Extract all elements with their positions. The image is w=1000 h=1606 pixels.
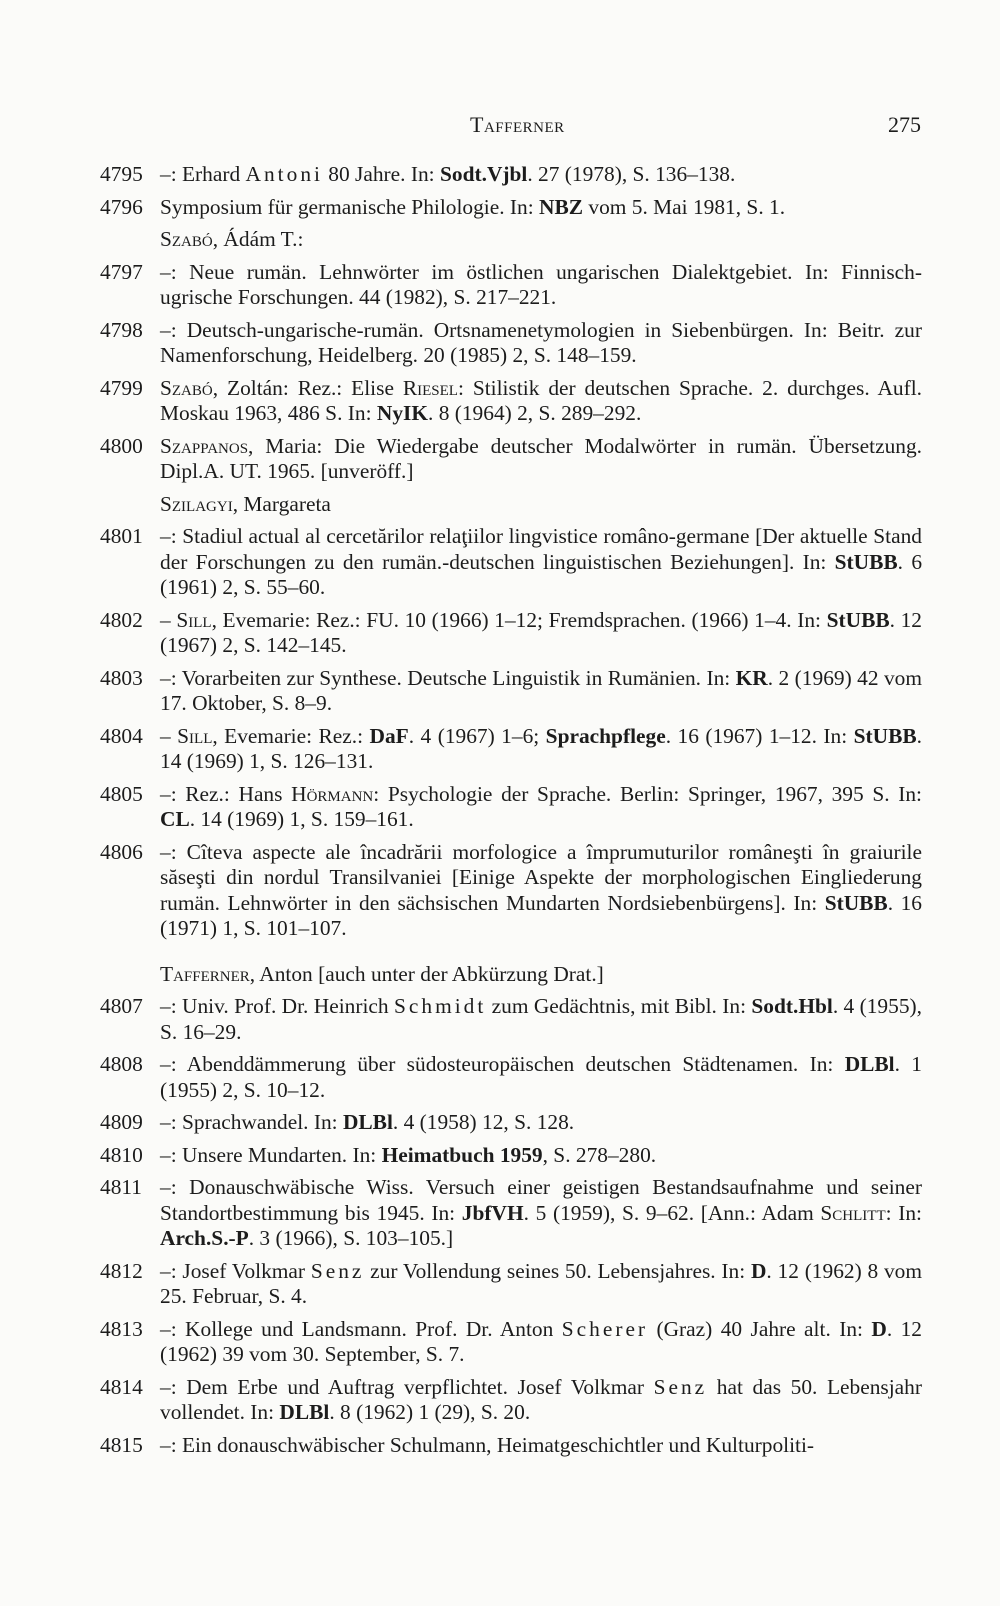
entry-text [160, 1110, 574, 1134]
entry-number: 4814 [100, 1374, 143, 1399]
entry-number: 4807 [100, 994, 143, 1018]
author-heading [100, 962, 922, 988]
page-number: 275 [888, 112, 921, 137]
entry-text [160, 782, 922, 832]
entry-text-segment: –: Deutsch-ungarische-rumän. Ortsnamenetymologien in Siebenbürgen. In: Beitr. zur Namenforschung, Heidelberg. 20 (1985) 2, S. 148–159. [160, 317, 922, 367]
entry-text-segment: (Graz) 40 Jahre alt. In: [648, 1316, 872, 1341]
entry-text-segment: , Margareta [232, 491, 331, 516]
entry-text-segment: Szabó [160, 227, 213, 251]
entry-text-segment: –: Rez.: Hans [160, 781, 292, 806]
entry-text-segment: Szilagyi [160, 491, 233, 516]
bibliography-entry [100, 318, 922, 369]
entry-text-segment: Schmidt [393, 994, 487, 1018]
entry-number: 4813 [100, 1316, 143, 1341]
entry-text-segment: . 16 (1971) 1, S. 101–107. [160, 890, 922, 940]
entry-number: 4812 [100, 1258, 143, 1283]
entry-text-segment: . 4 (1967) 1–6; [408, 723, 546, 748]
entry-text-segment: . 4 (1958) 12, S. 128. [392, 1110, 575, 1134]
entry-text-segment: . 12 (1962) 8 vom 25. Februar, S. 4. [160, 1258, 922, 1308]
entry-text-segment: –: Sprachwandel. In: [160, 1110, 343, 1134]
bibliography-entry [100, 840, 922, 942]
entry-text-segment: DLBl [844, 1052, 895, 1076]
entry-text-segment: hat das 50. Lebensjahr vollendet. In: [160, 1374, 922, 1424]
entry-text-segment: Sodt.Vjbl [439, 162, 528, 186]
entry-text-segment: –: Josef Volkmar [160, 1258, 311, 1283]
entry-text [160, 434, 922, 484]
entry-text [160, 1317, 922, 1367]
entry-text-segment: : In: [885, 1200, 922, 1225]
bibliography-entry [100, 1259, 922, 1310]
entry-text [160, 1175, 922, 1250]
entry-text-segment: Senz [653, 1374, 708, 1399]
bibliography-entry [100, 994, 922, 1045]
entry-text [160, 962, 604, 986]
bibliography-list [100, 162, 922, 1465]
entry-text-segment: . 8 (1964) 2, S. 289–292. [428, 401, 642, 425]
entry-text-segment: StUBB [824, 890, 888, 915]
entry-text-segment: Senz [310, 1258, 365, 1283]
bibliography-entry [100, 434, 922, 485]
entry-text-segment: , Evemarie: Rez.: FU. 10 (1966) 1–12; Fremdsprachen. (1966) 1–4. In: [211, 607, 827, 632]
entry-text-segment: –: Dem Erbe und Auftrag verpflichtet. Josef Volkmar [160, 1374, 654, 1399]
entry-text-segment: , Anton [auch unter der Abkürzung Drat.] [249, 961, 604, 986]
entry-text-segment: . 12 (1967) 2, S. 142–145. [160, 607, 922, 657]
entry-text-segment: : Psychologie der Sprache. Berlin: Springer, 1967, 395 S. In: [373, 781, 922, 806]
entry-text-segment: . 12 (1962) 39 vom 30. September, S. 7. [160, 1316, 922, 1366]
entry-text-segment: StUBB [853, 723, 917, 748]
entry-text-segment: –: Stadiul actual al cercetărilor relaţiilor lingvistice româno-germane [Der aktuelle Stand der Forschungen zu den rumän.-deutschen linguistischen Beziehungen]. In: [160, 524, 922, 574]
entry-text-segment: CL [160, 807, 190, 831]
entry-text [160, 162, 735, 186]
bibliography-entry [100, 782, 922, 833]
entry-text-segment: , S. 278–280. [542, 1142, 657, 1167]
bibliography-entry [100, 162, 922, 188]
entry-text [160, 227, 303, 251]
entry-number: 4805 [100, 781, 143, 806]
entry-text [160, 260, 922, 310]
entry-text-segment: – [160, 607, 177, 632]
entry-number: 4799 [100, 375, 143, 400]
entry-text-segment: . 16 (1967) 1–12. In: [665, 723, 854, 748]
running-head-title: Tafferner [470, 112, 565, 137]
entry-text [160, 524, 922, 599]
entry-text-segment: Sprachpflege [545, 723, 666, 748]
entry-number: 4811 [100, 1175, 142, 1199]
entry-number: 4809 [100, 1110, 143, 1134]
entry-text [160, 1052, 922, 1102]
entry-text [160, 1433, 814, 1457]
entry-text-segment: StUBB [834, 549, 898, 574]
entry-text-segment: D [871, 1316, 887, 1341]
entry-text-segment: , Zoltán: Rez.: Elise [212, 375, 403, 400]
entry-text-segment: Schlitt [820, 1200, 886, 1225]
bibliography-entry [100, 524, 922, 601]
entry-text-segment: Sill [177, 723, 213, 748]
entry-text-segment: – [160, 723, 178, 748]
author-heading [100, 492, 922, 518]
author-heading [100, 227, 922, 253]
bibliography-entry [100, 608, 922, 659]
entry-text-segment: . 5 (1959), S. 9–62. [Ann.: Adam [523, 1200, 821, 1225]
entry-text-segment: . 2 (1969) 42 vom 17. Oktober, S. 8–9. [160, 665, 922, 715]
bibliography-entry [100, 376, 922, 427]
entry-text-segment: DaF [369, 723, 409, 748]
entry-text-segment: –: Donauschwäbische Wiss. Versuch einer geistigen Bestandsaufnahme und seiner Standortbestimmung bis 1945. In: [160, 1175, 922, 1225]
bibliography-entry [100, 666, 922, 717]
entry-text-segment: –: Neue rumän. Lehnwörter im östlichen ungarischen Dialektgebiet. In: Finnisch-ugrische Forschungen. 44 (1982), S. 217–221. [160, 259, 922, 309]
entry-text-segment: Riesel [402, 375, 458, 400]
entry-number: 4800 [100, 433, 143, 458]
entry-number: 4810 [100, 1142, 143, 1167]
entry-text-segment: vom 5. Mai 1981, S. 1. [583, 194, 786, 219]
entry-text [160, 666, 922, 716]
entry-text [160, 318, 922, 368]
entry-text-segment: –: Abenddämmerung über südosteuropäischen deutschen Städtenamen. In: [160, 1052, 845, 1076]
entry-text-segment: Szabó [160, 375, 213, 400]
entry-text-segment: . 6 (1961) 2, S. 55–60. [160, 549, 923, 599]
entry-text-segment: DLBl [279, 1400, 330, 1424]
entry-text-segment: . 8 (1962) 1 (29), S. 20. [329, 1400, 531, 1424]
entry-text-segment: –: Unsere Mundarten. In: [160, 1142, 382, 1167]
entry-text [160, 994, 922, 1044]
bibliography-entry [100, 1433, 922, 1459]
entry-text-segment: . 14 (1969) 1, S. 126–131. [160, 723, 922, 773]
entry-text-segment: –: Cîteva aspecte ale încadrării morfologice a împrumuturilor româneşti în graiurile săseşti din nordul Transilvaniei [Einige Aspekte der morphologischen Eingliederung rumän. Lehnwörter in den sächsischen Mundarten Nordsiebenbürgens]. In: [160, 839, 922, 915]
entry-text-segment: –: Ein donauschwäbischer Schulmann, Heimatgeschichtler und Kulturpoliti- [160, 1432, 815, 1457]
entry-text [160, 608, 922, 658]
entry-text-segment: –: Vorarbeiten zur Synthese. Deutsche Linguistik in Rumänien. In: [160, 665, 736, 690]
entry-text-segment: NyIK [376, 401, 428, 425]
bibliography-entry [100, 260, 922, 311]
running-head [0, 112, 1000, 142]
entry-number: 4815 [100, 1432, 143, 1457]
entry-number: 4796 [100, 194, 143, 219]
entry-text-segment: zum Gedächtnis, mit Bibl. In: [486, 994, 752, 1018]
entry-text-segment: . 27 (1978), S. 136–138. [527, 162, 736, 186]
entry-text [160, 724, 922, 774]
entry-text [160, 376, 922, 426]
bibliography-entry [100, 1110, 922, 1136]
entry-text-segment: 80 Jahre. In: [322, 162, 440, 186]
entry-text-segment: StUBB [826, 607, 890, 632]
entry-number: 4795 [100, 162, 143, 186]
entry-text-segment: , Ádám T.: [212, 227, 304, 251]
entry-text-segment: –: Kollege und Landsmann. Prof. Dr. Anton [160, 1316, 562, 1341]
entry-text-segment: –: Erhard [160, 162, 246, 186]
entry-text [160, 840, 922, 941]
bibliography-entry [100, 1317, 922, 1368]
entry-text [160, 492, 331, 516]
entry-text-segment: . 4 (1955), S. 16–29. [160, 994, 922, 1044]
entry-number: 4808 [100, 1052, 143, 1076]
entry-text [160, 1143, 656, 1167]
entry-text-segment: Hörmann [291, 781, 374, 806]
entry-text-segment: DLBl [342, 1110, 393, 1134]
entry-text-segment: Arch.S.-P [160, 1226, 249, 1250]
bibliography-entry [100, 1375, 922, 1426]
bibliography-entry [100, 1143, 922, 1169]
entry-text-segment: . 14 (1969) 1, S. 159–161. [189, 807, 414, 831]
entry-text [160, 195, 785, 219]
bibliography-entry [100, 195, 922, 221]
entry-number: 4803 [100, 665, 143, 690]
entry-text-segment: Antoni [245, 162, 323, 186]
entry-text-segment: Scherer [561, 1316, 649, 1341]
entry-text-segment: . 1 (1955) 2, S. 10–12. [160, 1052, 923, 1102]
entry-text-segment: Sill [176, 607, 212, 632]
bibliography-entry [100, 1052, 922, 1103]
entry-number: 4798 [100, 317, 143, 342]
entry-text-segment: Szappanos [160, 433, 249, 458]
entry-text-segment: KR [735, 665, 768, 690]
entry-text-segment: , Evemarie: Rez.: [212, 723, 370, 748]
entry-text [160, 1375, 922, 1425]
entry-number: 4806 [100, 839, 143, 864]
entry-text-segment: D [750, 1258, 767, 1283]
entry-text-segment: : Stilistik der deutschen Sprache. 2. durchges. Aufl. Moskau 1963, 486 S. In: [160, 375, 922, 425]
entry-text-segment: , Maria: Die Wiedergabe deutscher Modalwörter in rumän. Übersetzung. Dipl.A. UT. 1965. [unveröff.] [160, 433, 922, 483]
entry-text-segment: Sodt.Hbl [751, 994, 833, 1018]
entry-number: 4802 [100, 607, 143, 632]
entry-text-segment: JbfVH [461, 1200, 524, 1225]
entry-number: 4804 [100, 723, 143, 748]
entry-text-segment: zur Vollendung seines 50. Lebensjahres. In: [364, 1258, 751, 1283]
bibliography-entry [100, 724, 922, 775]
entry-text-segment: NBZ [539, 194, 584, 219]
entry-number: 4797 [100, 259, 143, 284]
entry-text-segment: Tafferner [160, 961, 250, 986]
entry-text-segment: . 3 (1966), S. 103–105.] [248, 1226, 454, 1250]
entry-text-segment: –: Univ. Prof. Dr. Heinrich [160, 994, 394, 1018]
bibliography-entry [100, 1175, 922, 1252]
entry-text [160, 1259, 922, 1309]
entry-number: 4801 [100, 524, 143, 548]
entry-text-segment: Heimatbuch 1959 [381, 1142, 543, 1167]
entry-text-segment: Symposium für germanische Philologie. In: [160, 194, 540, 219]
